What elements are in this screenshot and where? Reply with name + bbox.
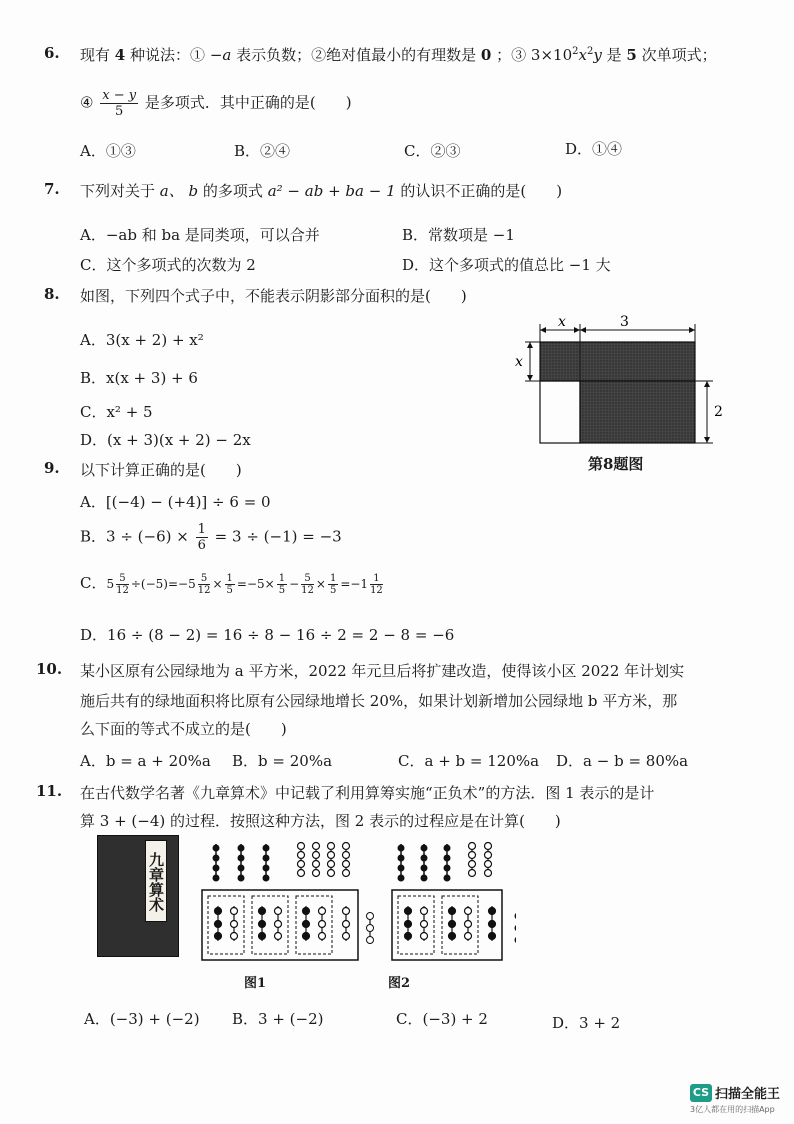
- q11-option-d[interactable]: D．3 + 2: [552, 1014, 621, 1032]
- q9-c-text: 5: [106, 577, 115, 591]
- book-title: 九章算术: [145, 840, 167, 922]
- q9-c-text: ×: [212, 577, 223, 591]
- q6-option-b[interactable]: B．②④: [234, 142, 291, 160]
- q8-stem: 如图，下列四个式子中，不能表示阴影部分面积的是( ): [80, 287, 467, 305]
- q7-stem: [80, 180, 562, 201]
- q11-line2: 算 3 + (−4) 的过程．按照这种方法，图 2 表示的过程应是在计算( ): [80, 812, 561, 830]
- q9-c-fraction: [198, 573, 211, 596]
- q7-text: 下列对关于: [80, 182, 156, 200]
- q6-option-c[interactable]: C．②③: [404, 142, 461, 160]
- q10-line3: 么下面的等式不成立的是( ): [80, 720, 287, 738]
- q8-shaded-bottom: [580, 381, 695, 443]
- q8-option-a[interactable]: A．3(x + 2) + x²: [80, 331, 204, 349]
- fig2-extra-rod: [515, 925, 517, 932]
- q7-option-b[interactable]: B．常数项是 −1: [402, 226, 515, 244]
- fig1-extra-rod: [367, 937, 374, 944]
- q8-number: 8.: [44, 285, 60, 303]
- q9-stem: 以下计算正确的是( ): [80, 461, 242, 479]
- q6-text: 种说法：①: [130, 46, 206, 64]
- q9-b-text: = 3 ÷ (−1) = −3: [214, 527, 342, 546]
- q9-c-frac-den: 12: [370, 585, 383, 596]
- q6-frac-den: 5: [115, 104, 124, 119]
- q6-text: 现有: [80, 46, 111, 64]
- q8-label-x-top: x: [558, 314, 566, 330]
- fig1-black-rods: [213, 844, 270, 882]
- q8-option-d[interactable]: D．(x + 3)(x + 2) − 2x: [80, 431, 251, 449]
- q11-option-a[interactable]: A．(−3) + (−2): [84, 1010, 200, 1028]
- q6-option-d[interactable]: D．①④: [565, 140, 623, 158]
- q6-text: 5: [626, 46, 637, 64]
- q9-c-frac-den: 12: [197, 585, 211, 596]
- q9-b-fraction: [196, 522, 208, 553]
- arrow-icon: [527, 342, 533, 348]
- q6-math: y: [593, 46, 602, 64]
- arrow-icon: [704, 381, 710, 387]
- q9-c-frac-num: 1: [226, 573, 233, 584]
- q6-text: 是: [606, 46, 622, 64]
- q10-option-b[interactable]: B．b = 20%a: [232, 752, 333, 770]
- q6-fraction: [100, 88, 138, 119]
- q9-c-fraction: [225, 573, 235, 596]
- q9-number: 9.: [44, 459, 60, 477]
- q8-option-c[interactable]: C．x² + 5: [80, 403, 153, 421]
- q9-c-frac-den: 12: [301, 585, 314, 596]
- q7-option-d[interactable]: D．这个多项式的值总比 −1 大: [402, 256, 611, 274]
- fig2-extra-rod: [515, 937, 517, 944]
- q7-text: 的多项式: [202, 182, 263, 200]
- q9-c-frac-den: 5: [226, 585, 233, 596]
- q8-label-x-left: x: [515, 354, 523, 370]
- arrow-icon: [689, 327, 695, 333]
- arrow-icon: [704, 437, 710, 443]
- fig1-white-rods: [298, 843, 350, 877]
- fig1-caption: 图1: [244, 976, 267, 991]
- q7-option-c[interactable]: C．这个多项式的次数为 2: [80, 256, 256, 274]
- q9-c-text: =−5×: [236, 577, 275, 591]
- q9-c-frac-num: 5: [301, 573, 314, 585]
- fig2-white-rods: [469, 843, 492, 877]
- q9-option-c[interactable]: [80, 572, 385, 596]
- q10-line1: 某小区原有公园绿地为 a 平方米，2022 年元旦后将扩建改造，使得该小区 2022 年计划实: [80, 662, 685, 680]
- q9-b-text: B．3 ÷ (−6) ×: [80, 527, 189, 546]
- q9-c-frac-num: 1: [278, 573, 286, 584]
- arrow-icon: [540, 327, 546, 333]
- q6-text: 次单项式；: [641, 46, 717, 64]
- q9-c-text: ×: [315, 577, 326, 591]
- fig2-extra-rod: [515, 913, 517, 920]
- q10-number: 10.: [36, 660, 63, 678]
- q7-math: a² − ab + ba − 1: [267, 182, 396, 200]
- counting-rods-figures: [196, 836, 516, 966]
- arrow-icon: [580, 327, 586, 333]
- q9-c-frac-num: 1: [329, 573, 337, 584]
- q8-figure: [510, 312, 730, 452]
- q9-c-text: −: [289, 577, 300, 591]
- q7-text: 的认识不正确的是( ): [400, 182, 563, 200]
- q8-label-3: 3: [620, 314, 629, 330]
- q6-exp: 2: [572, 46, 579, 57]
- q9-c-fraction: [116, 573, 129, 596]
- q8-shaded-top: [540, 342, 695, 381]
- q11-number: 11.: [36, 782, 63, 800]
- q6-line1: [80, 44, 717, 65]
- q9-option-b[interactable]: [80, 522, 342, 553]
- q10-option-c[interactable]: C．a + b = 120%a: [398, 752, 540, 770]
- q9-c-frac-num: 5: [116, 573, 129, 585]
- q6-math: 3×10: [530, 46, 573, 64]
- q6-text: 0: [480, 46, 492, 64]
- q11-option-c[interactable]: C．(−3) + 2: [396, 1010, 488, 1028]
- fig2-caption: 图2: [388, 976, 411, 991]
- q9-c-label: C．: [80, 574, 107, 592]
- q6-text: ；③: [496, 46, 527, 64]
- q7-number: 7.: [44, 180, 60, 198]
- q6-math: −a: [209, 46, 232, 64]
- q8-blank-square: [540, 381, 580, 443]
- scanner-app-name: 扫描全能王: [715, 1087, 781, 1102]
- q11-line1: 在古代数学名著《九章算术》中记载了利用算筹实施“正负术”的方法．图 1 表示的是计: [80, 784, 655, 802]
- q9-c-frac-den: 12: [116, 585, 129, 596]
- q6-text: 是多项式．其中正确的是( ): [144, 93, 352, 112]
- scanner-logo-icon: CS: [690, 1084, 712, 1102]
- scanner-tagline: 3亿人都在用的扫描App: [690, 1105, 775, 1114]
- q10-option-a[interactable]: A．b = a + 20%a: [80, 752, 211, 770]
- fig1-pairs: [215, 906, 350, 941]
- q9-option-d[interactable]: D．16 ÷ (8 − 2) = 16 ÷ 8 − 16 ÷ 2 = 2 − 8 = −6: [80, 626, 455, 644]
- q9-c-frac-num: 5: [198, 573, 211, 585]
- q9-c-frac-den: 5: [329, 585, 337, 596]
- fig2-pairs: [405, 906, 496, 941]
- q6-number: 6.: [44, 44, 60, 62]
- q6-text: 表示负数；②绝对值最小的有理数是: [236, 46, 477, 64]
- q9-c-text: ÷(−5)=−5: [130, 577, 196, 591]
- q6-math: x: [578, 46, 587, 64]
- q9-b-frac-num: 1: [197, 522, 206, 537]
- q9-c-fraction: [328, 573, 338, 596]
- q9-c-fraction: [370, 573, 383, 596]
- q6-option-a[interactable]: A．①③: [80, 142, 136, 160]
- q10-option-d[interactable]: D．a − b = 80%a: [556, 752, 689, 770]
- q9-c-frac-num: 1: [370, 573, 383, 585]
- arrow-icon: [574, 327, 580, 333]
- q6-line2: [80, 88, 352, 119]
- q6-exp: 2: [586, 46, 594, 57]
- q10-line2: 施后共有的绿地面积将比原有公园绿地增长 20%，如果计划新增加公园绿地 b 平方米，那: [80, 692, 678, 710]
- q11-option-b[interactable]: B．3 + (−2): [232, 1010, 324, 1028]
- q6-text: ④: [80, 93, 94, 112]
- q9-b-frac-den: 6: [197, 538, 206, 553]
- q9-c-fraction: [301, 573, 314, 596]
- fig1-pair-boxes: [208, 896, 332, 954]
- q9-c-fraction: [277, 573, 287, 596]
- q8-figure-caption: 第8题图: [588, 455, 644, 473]
- q9-option-a[interactable]: A．[(−4) − (+4)] ÷ 6 = 0: [80, 493, 271, 511]
- scanner-watermark: [690, 1082, 780, 1102]
- fig1-extra-rod: [367, 925, 374, 932]
- q8-label-2: 2: [714, 404, 723, 420]
- fig2-black-rods: [398, 844, 451, 882]
- q8-option-b[interactable]: B．x(x + 3) + 6: [80, 369, 198, 387]
- q7-option-a[interactable]: A．−ab 和 ba 是同类项，可以合并: [80, 226, 320, 244]
- q6-frac-num: x − y: [102, 88, 137, 103]
- arrow-icon: [527, 375, 533, 381]
- q9-c-text: =−1: [340, 577, 369, 591]
- q9-c-frac-den: 5: [278, 585, 286, 596]
- fig1-extra-rod: [367, 913, 374, 920]
- q7-math: a、 b: [159, 182, 199, 200]
- q6-text: 4: [114, 46, 126, 64]
